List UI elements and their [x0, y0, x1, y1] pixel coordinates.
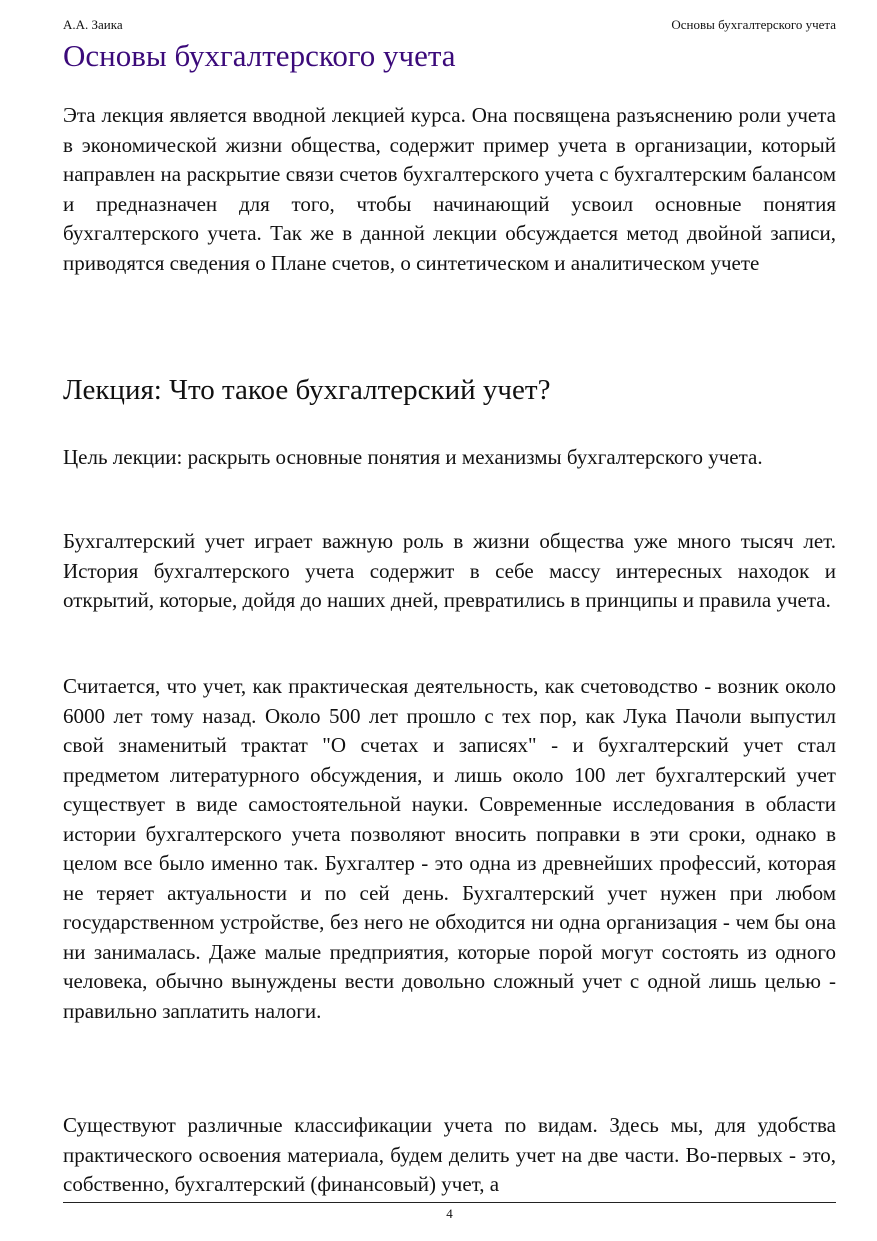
- lecture-heading: Лекция: Что такое бухгалтерский учет?: [63, 374, 551, 406]
- body-paragraph-3: Существуют различные классификации учета по видам. Здесь мы, для удобства практического освоения материала, будем делить учет на две части. Во-первых - это, собственно, бухгалтерский (финансовый) учет, а: [63, 1113, 836, 1196]
- footer-rule: [63, 1202, 836, 1203]
- body-paragraph-2: Считается, что учет, как практическая деятельность, как счетоводство - возник около 6000 лет тому назад. Около 500 лет прошло с тех пор, как Лука Пачоли выпустил свой знаменитый трактат "О счетах и записях" - и бухгалтерский учет стал предметом литературного обсуждения, и лишь около 100 лет бухгалтерский учет существует в виде самостоятельной науки. Современные исследования в области истории бухгалтерского учета позволяют вносить поправки в эти сроки, однако в целом все было именно так. Бухгалтер - это одна из древнейших профессий, которая не теряет актуальности и по сей день. Бухгалтерский учет нужен при любом государственном устройстве, без него не обходится ни одна организация - чем бы она ни занималась. Даже малые предприятия, которые порой могут состоять из одного человека, обычно вынуждены вести довольно сложный учет с одной лишь целью - правильно заплатить налоги.: [63, 674, 836, 1023]
- intro-paragraph: Эта лекция является вводной лекцией курса. Она посвящена разъяснению роли учета в экономической жизни общества, содержит пример учета в организации, который направлен на раскрытие связи счетов бухгалтерского учета с бухгалтерским балансом и предназначен для того, чтобы начинающий усвоил основные понятия бухгалтерского учета. Так же в данной лекции обсуждается метод двойной записи, приводятся сведения о Плане счетов, о синтетическом и аналитическом учете: [63, 103, 836, 275]
- page-title: Основы бухгалтерского учета: [63, 38, 456, 73]
- header-author: А.А. Заика: [63, 17, 123, 32]
- page-number: 4: [446, 1206, 453, 1221]
- header-book-title: Основы бухгалтерского учета: [671, 17, 836, 32]
- running-header: [63, 16, 836, 34]
- body-paragraph-1: Бухгалтерский учет играет важную роль в жизни общества уже много тысяч лет. История бухгалтерского учета содержит в себе массу интересных находок и открытий, которые, дойдя до наших дней, превратились в принципы и правила учета.: [63, 529, 836, 612]
- lecture-goal: Цель лекции: раскрыть основные понятия и механизмы бухгалтерского учета.: [63, 445, 763, 469]
